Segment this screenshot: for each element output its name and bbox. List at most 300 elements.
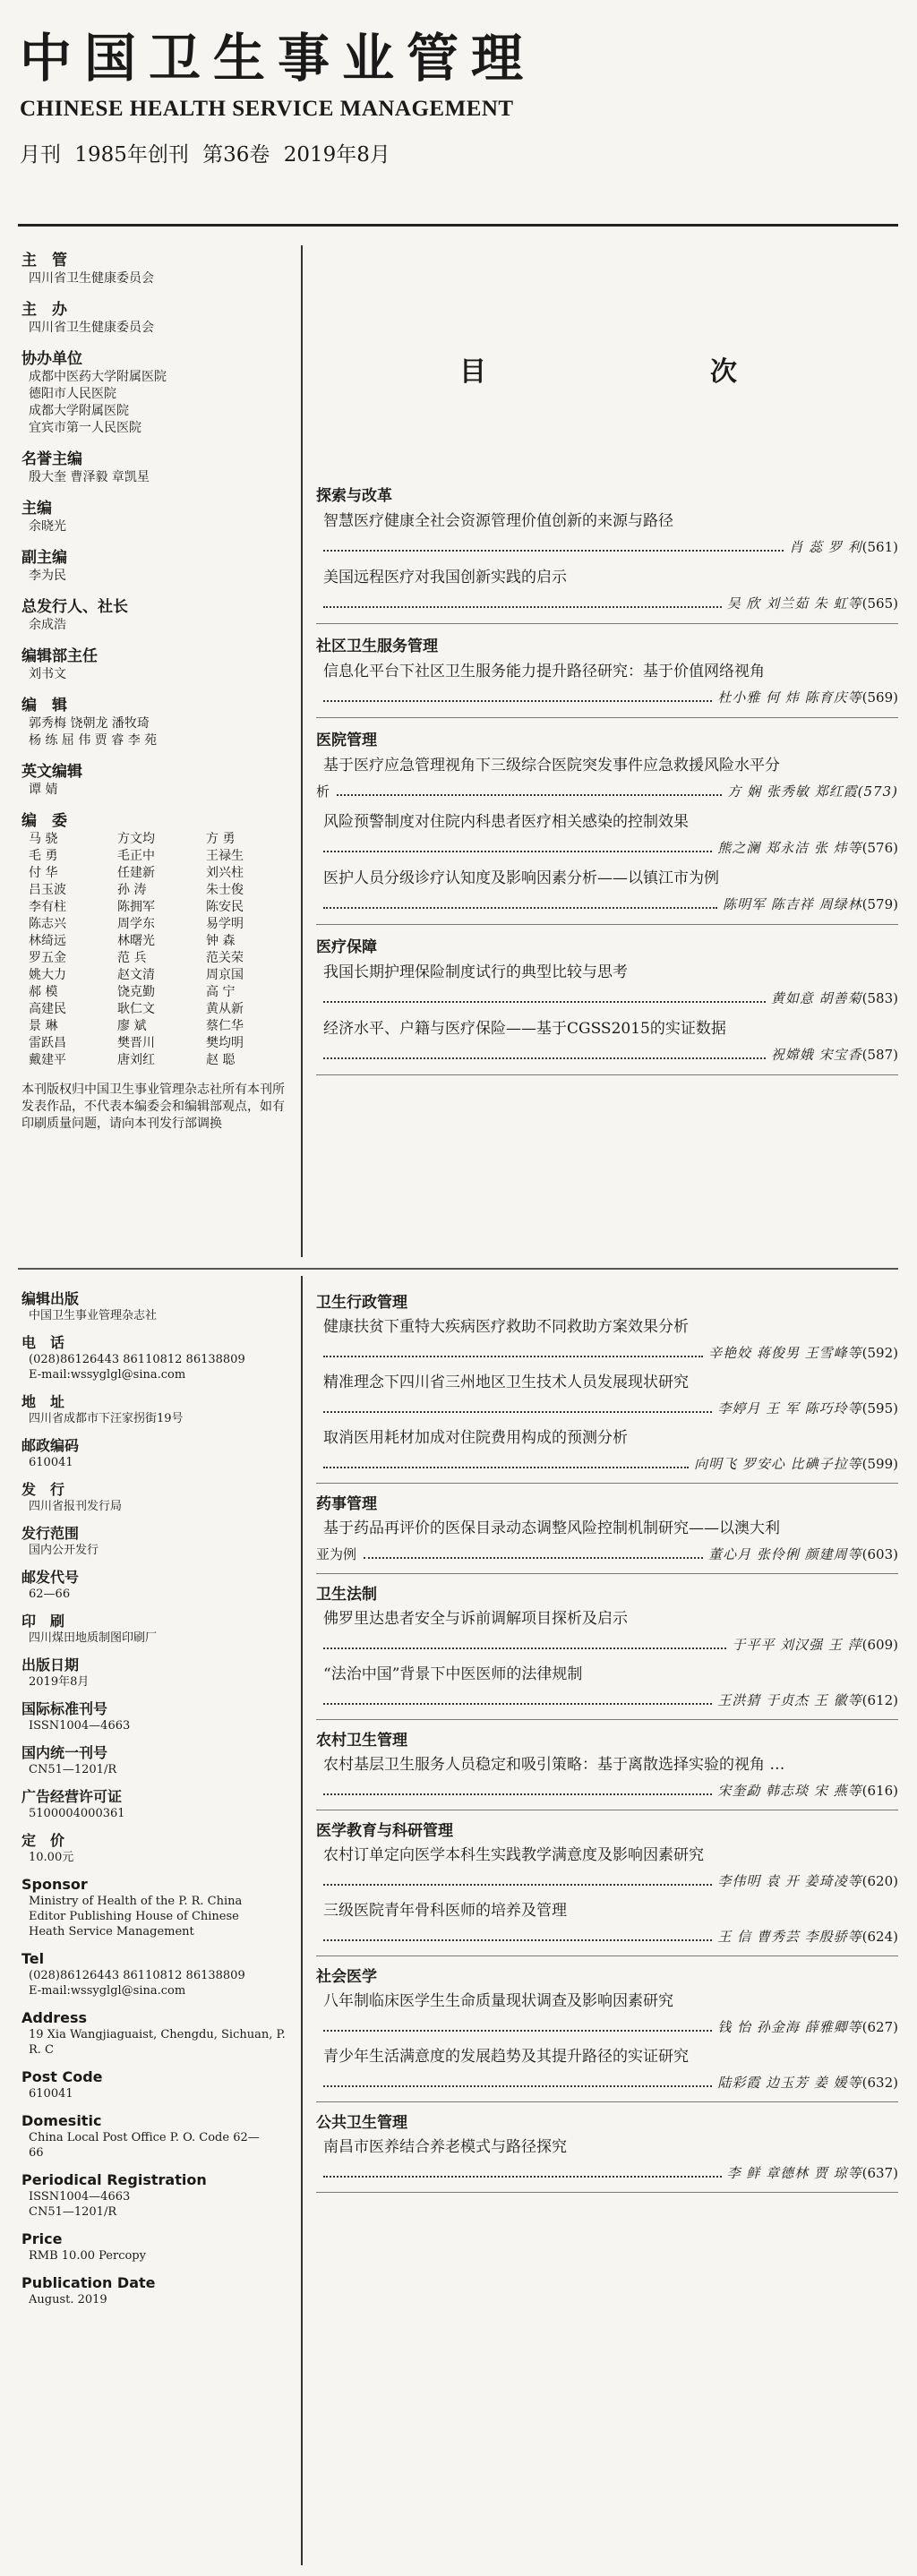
info-label: 名誉主编: [21, 450, 82, 468]
leader-dots: [323, 1466, 689, 1468]
leader-dots: [323, 1647, 726, 1649]
toc-section-title: 社会医学: [316, 1968, 377, 1986]
article-authors: 熊之澜 郑永洁 张 炜等: [717, 840, 862, 856]
toc-article[interactable]: [316, 567, 898, 614]
pub-info-line: 四川省成都市下汪家拐街19号: [29, 1412, 184, 1425]
pub-info-block: [21, 1333, 295, 1382]
pub-info-block: [21, 1289, 295, 1323]
article-page: (561): [861, 539, 898, 555]
article-title[interactable]: 健康扶贫下重特大疾病医疗救助不同救助方案效果分析: [323, 1318, 689, 1336]
info-label: 主编: [21, 500, 52, 518]
pub-info-label: 国际标准刊号: [21, 1700, 108, 1717]
info-block: [21, 696, 295, 749]
info-label: 副主编: [21, 549, 67, 567]
board-member: 唐刘红: [117, 1053, 155, 1067]
pub-info-line: R. C: [29, 2043, 54, 2057]
info-line: 殷大奎 曹泽毅 章凯星: [29, 470, 150, 484]
article-title-continued[interactable]: 亚为例: [316, 1546, 357, 1562]
board-member: 黄从新: [206, 1002, 244, 1016]
pub-info-line: Ministry of Health of the P. R. China: [29, 1895, 243, 1908]
editorial-info: [21, 251, 295, 1133]
pub-info-label: 电 话: [21, 1334, 65, 1351]
article-title[interactable]: 智慧医疗健康全社会资源管理价值创新的来源与路径: [323, 512, 673, 530]
info-line: 成都大学附属医院: [29, 404, 129, 418]
section-separator: [316, 717, 898, 718]
pub-info-line: 四川省报刊发行局: [29, 1500, 123, 1513]
editorial-board: [21, 811, 295, 1069]
pub-info-label: 发 行: [21, 1481, 65, 1498]
disclaimer: 本刊版权归中国卫生事业管理杂志社所有本刊所发表作品，不代表本编委会和编辑部观点，如有印刷质量问题，请向本刊发行部调换: [21, 1083, 285, 1131]
board-member: 刘兴柱: [206, 866, 244, 880]
info-label: 协办单位: [21, 350, 82, 368]
board-member: 雷跃昌: [29, 1036, 66, 1050]
article-meta: [316, 1453, 898, 1475]
leader-dots: [323, 1702, 712, 1705]
toc-article[interactable]: [316, 2136, 898, 2184]
article-authors: 董心月 张伶俐 颜建周等: [708, 1546, 862, 1562]
leader-dots: [323, 1938, 712, 1941]
article-title[interactable]: 基于医疗应急管理视角下三级综合医院突发事件应急救援风险水平分: [323, 757, 780, 775]
article-authors: 吴 欣 刘兰茹 朱 虹等: [726, 595, 862, 612]
board-member: 饶克勤: [117, 985, 155, 999]
info-label: 总发行人、社长: [21, 598, 128, 616]
leader-dots: [323, 2029, 712, 2032]
pub-info-line: CN51—1201/R: [29, 2205, 117, 2219]
article-authors: 李 鲜 章德林 贾 琼等: [726, 2165, 862, 2181]
toc-section-title: 医学教育与科研管理: [316, 1822, 453, 1840]
pub-info-line: E-mail:wssyglgl@sina.com: [29, 1984, 186, 1998]
pub-info-block: [21, 1949, 295, 1998]
board-member: 易学明: [206, 917, 244, 931]
info-line: 李为民: [29, 569, 66, 583]
info-block: [21, 300, 295, 337]
article-authors: 王 信 曹秀芸 李殷骄等: [717, 1929, 862, 1945]
info-block: [21, 349, 295, 437]
article-meta: [316, 781, 898, 802]
section-separator: [316, 2101, 898, 2102]
pub-info-line: 19 Xia Wangjiaguaist, Chengdu, Sichuan, P.: [29, 2028, 286, 2041]
article-meta: [316, 2016, 898, 2038]
article-authors: 于平平 刘汉强 王 萍: [732, 1637, 862, 1653]
info-line: 德阳市人民医院: [29, 387, 116, 401]
board-member: 戴建平: [29, 1053, 66, 1067]
board-member: 赵文清: [117, 968, 155, 982]
board-member: 朱士俊: [206, 883, 244, 897]
article-page: (599): [861, 1456, 898, 1472]
board-member: 姚大力: [29, 968, 66, 982]
pub-info-label: 定 价: [21, 1832, 65, 1849]
leader-dots: [323, 2084, 712, 2087]
article-meta: [316, 1398, 898, 1419]
article-authors: 黄如意 胡善菊: [770, 990, 862, 1006]
pub-info-block: [21, 1392, 295, 1426]
pub-info-block: [21, 1787, 295, 1821]
pub-info-line: CN51—1201/R: [29, 1763, 117, 1776]
article-authors: 宋奎勐 韩志琰 宋 燕等: [717, 1783, 862, 1799]
pub-info-line: 10.00元: [29, 1851, 74, 1864]
publication-info: [21, 1289, 295, 2317]
toc-article[interactable]: [316, 1518, 898, 1565]
article-meta: [316, 894, 898, 915]
leader-dots: [323, 850, 712, 852]
board-member: 任建新: [117, 866, 155, 880]
pub-info-label: Periodical Registration: [21, 2171, 207, 2188]
pub-info-block: [21, 1743, 295, 1777]
info-block: [21, 597, 295, 634]
article-authors: 辛艳姣 蒋俊男 王雪峰等: [708, 1345, 862, 1361]
article-title[interactable]: 精准理念下四川省三州地区卫生技术人员发展现状研究: [323, 1374, 689, 1391]
board-member: 樊晋川: [117, 1036, 155, 1050]
article-meta: [316, 1342, 898, 1364]
toc-article[interactable]: [316, 510, 898, 558]
article-meta: [316, 536, 898, 558]
article-title[interactable]: 信息化平台下社区卫生服务能力提升路径研究：基于价值网络视角: [323, 663, 765, 680]
toc-article[interactable]: [316, 1427, 898, 1475]
pub-info-label: 发行范围: [21, 1525, 80, 1542]
board-member: 高 宁: [206, 985, 236, 999]
toc-section-title: 农村卫生管理: [316, 1732, 407, 1750]
board-member: 罗五金: [29, 951, 66, 965]
leader-dots: [323, 549, 784, 552]
info-label: 主 管: [21, 252, 67, 270]
board-member: 林曙光: [117, 934, 155, 948]
pub-info-block: [21, 1656, 295, 1690]
article-authors: 方 娴 张秀敏 郑红霞(573): [727, 783, 898, 800]
article-title-continued[interactable]: 析: [316, 783, 330, 800]
info-label: 编 辑: [21, 697, 67, 715]
article-meta: [316, 988, 898, 1009]
pub-info-block: [21, 2111, 295, 2161]
board-member: 范关荣: [206, 951, 244, 965]
toc-article[interactable]: [316, 2046, 898, 2093]
pub-info-line: ISSN1004—4663: [29, 1719, 131, 1733]
article-page: (632): [861, 2075, 898, 2091]
leader-dots: [323, 1355, 703, 1357]
pub-info-label: 邮政编码: [21, 1437, 80, 1454]
info-line: 谭 婧: [29, 783, 58, 797]
pub-info-line: 66: [29, 2146, 44, 2160]
board-member: 马 骁: [29, 832, 58, 846]
article-meta: [316, 1870, 898, 1892]
pub-info-label: 邮发代号: [21, 1569, 80, 1586]
pub-info-line: China Local Post Office P. O. Code 62—: [29, 2131, 260, 2144]
section-separator: [316, 623, 898, 624]
pub-info-line: 610041: [29, 1456, 73, 1469]
pub-info-line: Heath Service Management: [29, 1925, 194, 1938]
pub-info-label: Tel: [21, 1950, 45, 1967]
pub-info-block: [21, 2170, 295, 2220]
info-line: 四川省卫生健康委员会: [29, 271, 154, 286]
section-separator: [316, 1573, 898, 1574]
article-meta: [316, 1634, 898, 1656]
board-member: 蔡仁华: [206, 1019, 244, 1033]
section-separator: [316, 1719, 898, 1720]
editorial-board-label: 编 委: [21, 812, 67, 830]
toc-article[interactable]: [316, 661, 898, 708]
toc-section-title: 社区卫生服务管理: [316, 638, 438, 655]
info-block: [21, 646, 295, 683]
article-title[interactable]: “法治中国”背景下中医医师的法律规制: [323, 1665, 583, 1683]
pub-info-line: E-mail:wssyglgl@sina.com: [29, 1368, 186, 1382]
table-of-contents-top: [316, 269, 898, 1083]
board-member: 景 琳: [29, 1019, 58, 1033]
info-line: 宜宾市第一人民医院: [29, 421, 141, 435]
article-title[interactable]: 基于药品再评价的医保目录动态调整风险控制机制研究——以澳大利: [323, 1519, 780, 1537]
toc-section-title: 卫生法制: [316, 1586, 377, 1604]
toc-article[interactable]: [316, 1316, 898, 1364]
leader-dots: [323, 1793, 712, 1795]
board-member: 耿仁文: [117, 1002, 155, 1016]
article-title[interactable]: 农村基层卫生服务人员稳定和吸引策略：基于离散选择实验的视角 …: [323, 1756, 785, 1774]
board-member: 方文均: [117, 832, 155, 846]
toc-article[interactable]: [316, 1664, 898, 1711]
info-line: 余晓光: [29, 519, 66, 534]
article-page: (624): [861, 1929, 898, 1945]
article-authors: 李婷月 王 军 陈巧玲等: [717, 1400, 862, 1416]
article-authors: 钱 怡 孙金海 薛雅卿等: [717, 2019, 862, 2035]
toc-article[interactable]: [316, 1018, 898, 1065]
article-page: (595): [861, 1400, 898, 1416]
article-title[interactable]: 农村订单定向医学本科生实践教学满意度及影响因素研究: [323, 1846, 704, 1864]
pub-info-line: 中国卫生事业管理杂志社: [29, 1309, 158, 1322]
board-member: 陈志兴: [29, 917, 66, 931]
article-meta: [316, 1926, 898, 1947]
pub-info-line: 2019年8月: [29, 1675, 90, 1689]
article-title[interactable]: 美国远程医疗对我国创新实践的启示: [323, 569, 567, 586]
article-page: (587): [861, 1047, 898, 1063]
pub-info-line: ISSN1004—4663: [29, 2190, 131, 2204]
article-title[interactable]: 医护人员分级诊疗认知度及影响因素分析——以镇江市为例: [323, 869, 719, 887]
info-block: [21, 251, 295, 287]
toc-section-title: 药事管理: [316, 1495, 377, 1513]
board-member: 王禄生: [206, 849, 244, 863]
article-page: (620): [861, 1873, 898, 1889]
toc-article[interactable]: [316, 1608, 898, 1656]
toc-article[interactable]: [316, 755, 898, 802]
board-member: 陈拥军: [117, 900, 155, 914]
toc-article[interactable]: [316, 868, 898, 915]
article-meta: [316, 593, 898, 614]
pub-info-block: [21, 2273, 295, 2307]
info-block: [21, 449, 295, 486]
pub-info-label: Price: [21, 2230, 63, 2247]
pub-info-line: August. 2019: [29, 2293, 107, 2306]
pub-info-line: 610041: [29, 2087, 73, 2101]
pub-info-line: 5100004000361: [29, 1807, 125, 1820]
board-member: 周学东: [117, 917, 155, 931]
pub-info-label: Sponsor: [21, 1876, 88, 1893]
pub-info-block: [21, 1480, 295, 1514]
toc-article[interactable]: [316, 962, 898, 1009]
pub-info-label: Publication Date: [21, 2274, 156, 2291]
board-member: 孙 涛: [117, 883, 147, 897]
info-label: 主 办: [21, 301, 67, 319]
board-member: 廖 斌: [117, 1019, 147, 1033]
article-meta: [316, 2162, 898, 2184]
section-separator: [316, 1074, 898, 1075]
article-page: (637): [861, 2165, 898, 2181]
article-authors: 向明飞 罗安心 比碘子拉等: [694, 1456, 862, 1472]
pub-info-line: 四川煤田地质制图印刷厂: [29, 1631, 158, 1645]
leader-dots: [323, 906, 717, 909]
pub-info-line: RMB 10.00 Percopy: [29, 2249, 146, 2263]
pub-info-block: [21, 1612, 295, 1646]
toc-section-title: 医疗保障: [316, 938, 377, 956]
toc-section-title: 公共卫生管理: [316, 2114, 407, 2132]
article-authors: 陈明军 陈吉祥 周绿林: [723, 896, 862, 912]
leader-dots: [337, 793, 722, 796]
leader-dots: [323, 1000, 766, 1003]
middle-rule: [18, 1268, 898, 1270]
board-member: 付 华: [29, 866, 58, 880]
article-authors: 李伟明 袁 开 姜琦凌等: [717, 1873, 862, 1889]
article-title[interactable]: 南昌市医养结合养老模式与路径探究: [323, 2138, 567, 2156]
pub-info-block: [21, 2008, 295, 2058]
toc-article[interactable]: [316, 1900, 898, 1947]
article-page: (603): [861, 1546, 898, 1562]
journal-title-en: CHINESE HEALTH SERVICE MANAGEMENT: [20, 97, 514, 121]
article-title[interactable]: 经济水平、户籍与医疗保险——基于CGSS2015的实证数据: [323, 1020, 726, 1038]
top-rule: [18, 224, 898, 227]
article-page: (612): [861, 1692, 898, 1708]
leader-dots: [364, 1556, 703, 1559]
info-label: 编辑部主任: [21, 647, 98, 665]
pub-info-label: Address: [21, 2009, 88, 2026]
pub-info-line: (028)86126443 86110812 86138809: [29, 1969, 245, 1982]
pub-info-block: [21, 1875, 295, 1939]
article-page: (592): [861, 1345, 898, 1361]
pub-info-label: 出版日期: [21, 1656, 80, 1673]
article-page: (569): [861, 689, 898, 706]
toc-article[interactable]: [316, 1754, 898, 1801]
board-member: 范 兵: [117, 951, 147, 965]
article-meta: [316, 1690, 898, 1711]
column-divider-bottom: [301, 1276, 303, 2565]
pub-info-label: Post Code: [21, 2068, 103, 2085]
toc-heading: 目 次: [459, 356, 836, 388]
board-member: 樊均明: [206, 1036, 244, 1050]
info-block: [21, 762, 295, 799]
article-meta: [316, 1044, 898, 1065]
pub-info-block: [21, 2229, 295, 2264]
info-block: [21, 499, 295, 535]
pub-info-label: 国内统一刊号: [21, 1744, 108, 1761]
pub-info-label: 广告经营许可证: [21, 1788, 123, 1805]
journal-title-cn: 中国卫生事业管理: [20, 28, 536, 89]
toc-article[interactable]: [316, 811, 898, 859]
board-member: 周京国: [206, 968, 244, 982]
article-authors: 杜小雅 何 炜 陈育庆等: [717, 689, 862, 706]
section-separator: [316, 1483, 898, 1484]
article-authors: 陆彩霞 边玉芳 姜 媛等: [717, 2075, 862, 2091]
article-page: (565): [861, 595, 898, 612]
leader-dots: [323, 2175, 722, 2178]
toc-section-title: 探索与改革: [316, 487, 392, 505]
info-label: 英文编辑: [21, 763, 82, 781]
info-line: 余成浩: [29, 618, 66, 632]
article-authors: 祝嫦娥 宋宝香: [770, 1047, 862, 1063]
pub-info-line: 国内公开发行: [29, 1544, 99, 1557]
article-title[interactable]: 我国长期护理保险制度试行的典型比较与思考: [323, 963, 628, 981]
board-member: 陈安民: [206, 900, 244, 914]
article-page: (583): [861, 990, 898, 1006]
article-page: (576): [861, 840, 898, 856]
article-title[interactable]: 八年制临床医学生生命质量现状调查及影响因素研究: [323, 1992, 673, 2010]
info-line: 成都中医药大学附属医院: [29, 370, 167, 384]
leader-dots: [323, 1883, 712, 1886]
article-title[interactable]: 取消医用耗材加成对住院费用构成的预测分析: [323, 1429, 628, 1447]
board-member: 方 勇: [206, 832, 236, 846]
article-authors: 王洪猜 于贞杰 王 徽等: [717, 1692, 862, 1708]
board-member: 吕玉波: [29, 883, 66, 897]
board-member: 高建民: [29, 1002, 66, 1016]
article-title[interactable]: 青少年生活满意度的发展趋势及其提升路径的实证研究: [323, 2048, 689, 2066]
article-title[interactable]: 佛罗里达患者安全与诉前调解项目探析及启示: [323, 1610, 628, 1628]
toc-section-title: 卫生行政管理: [316, 1294, 407, 1312]
masthead: [20, 27, 897, 167]
article-meta: [316, 837, 898, 859]
pub-info-block: [21, 1524, 295, 1558]
toc-article[interactable]: [316, 1372, 898, 1419]
article-meta: [316, 687, 898, 708]
info-line: 刘书文: [29, 667, 66, 681]
info-line: 四川省卫生健康委员会: [29, 321, 154, 335]
toc-article[interactable]: [316, 1990, 898, 2038]
article-page: (616): [861, 1783, 898, 1799]
toc-section-title: 医院管理: [316, 732, 377, 749]
issue-line: 月刊 1985年创刊 第36卷 2019年8月: [20, 143, 390, 167]
section-separator: [316, 924, 898, 925]
info-block: [21, 548, 295, 585]
article-meta: [316, 1780, 898, 1801]
leader-dots: [323, 699, 712, 702]
info-line: 郭秀梅 饶朝龙 潘牧琦: [29, 716, 150, 731]
table-of-contents-bottom: [316, 1282, 898, 2200]
leader-dots: [323, 1057, 766, 1059]
pub-info-block: [21, 1699, 295, 1733]
article-page: (609): [861, 1637, 898, 1653]
article-page: (627): [861, 2019, 898, 2035]
board-member: 林绮远: [29, 934, 66, 948]
pub-info-block: [21, 1831, 295, 1865]
column-divider-top: [301, 245, 303, 1257]
pub-info-label: 印 刷: [21, 1613, 65, 1630]
pub-info-label: 地 址: [21, 1393, 65, 1410]
pub-info-block: [21, 1568, 295, 1602]
article-title[interactable]: 三级医院青年骨科医师的培养及管理: [323, 1902, 567, 1920]
pub-info-line: 62—66: [29, 1588, 71, 1601]
editorial-board-names: [21, 831, 295, 1069]
pub-info-block: [21, 2067, 295, 2101]
board-member: 毛 勇: [29, 849, 58, 863]
leader-dots: [323, 605, 722, 608]
article-meta: [316, 1544, 898, 1565]
pub-info-label: 编辑出版: [21, 1290, 80, 1307]
toc-article[interactable]: [316, 1844, 898, 1892]
info-line: 杨 练 屈 伟 贾 睿 李 苑: [29, 733, 158, 748]
board-member: 郝 模: [29, 985, 58, 999]
leader-dots: [323, 1410, 712, 1413]
board-member: 毛正中: [117, 849, 155, 863]
section-separator: [316, 2192, 898, 2193]
board-member: 赵 聪: [206, 1053, 236, 1067]
pub-info-label: Domesitic: [21, 2112, 102, 2129]
pub-info-line: Editor Publishing House of Chinese: [29, 1910, 239, 1923]
pub-info-line: (028)86126443 86110812 86138809: [29, 1353, 245, 1366]
board-member: 李有柱: [29, 900, 66, 914]
article-title[interactable]: 风险预警制度对住院内科患者医疗相关感染的控制效果: [323, 813, 689, 831]
article-page: (579): [861, 896, 898, 912]
